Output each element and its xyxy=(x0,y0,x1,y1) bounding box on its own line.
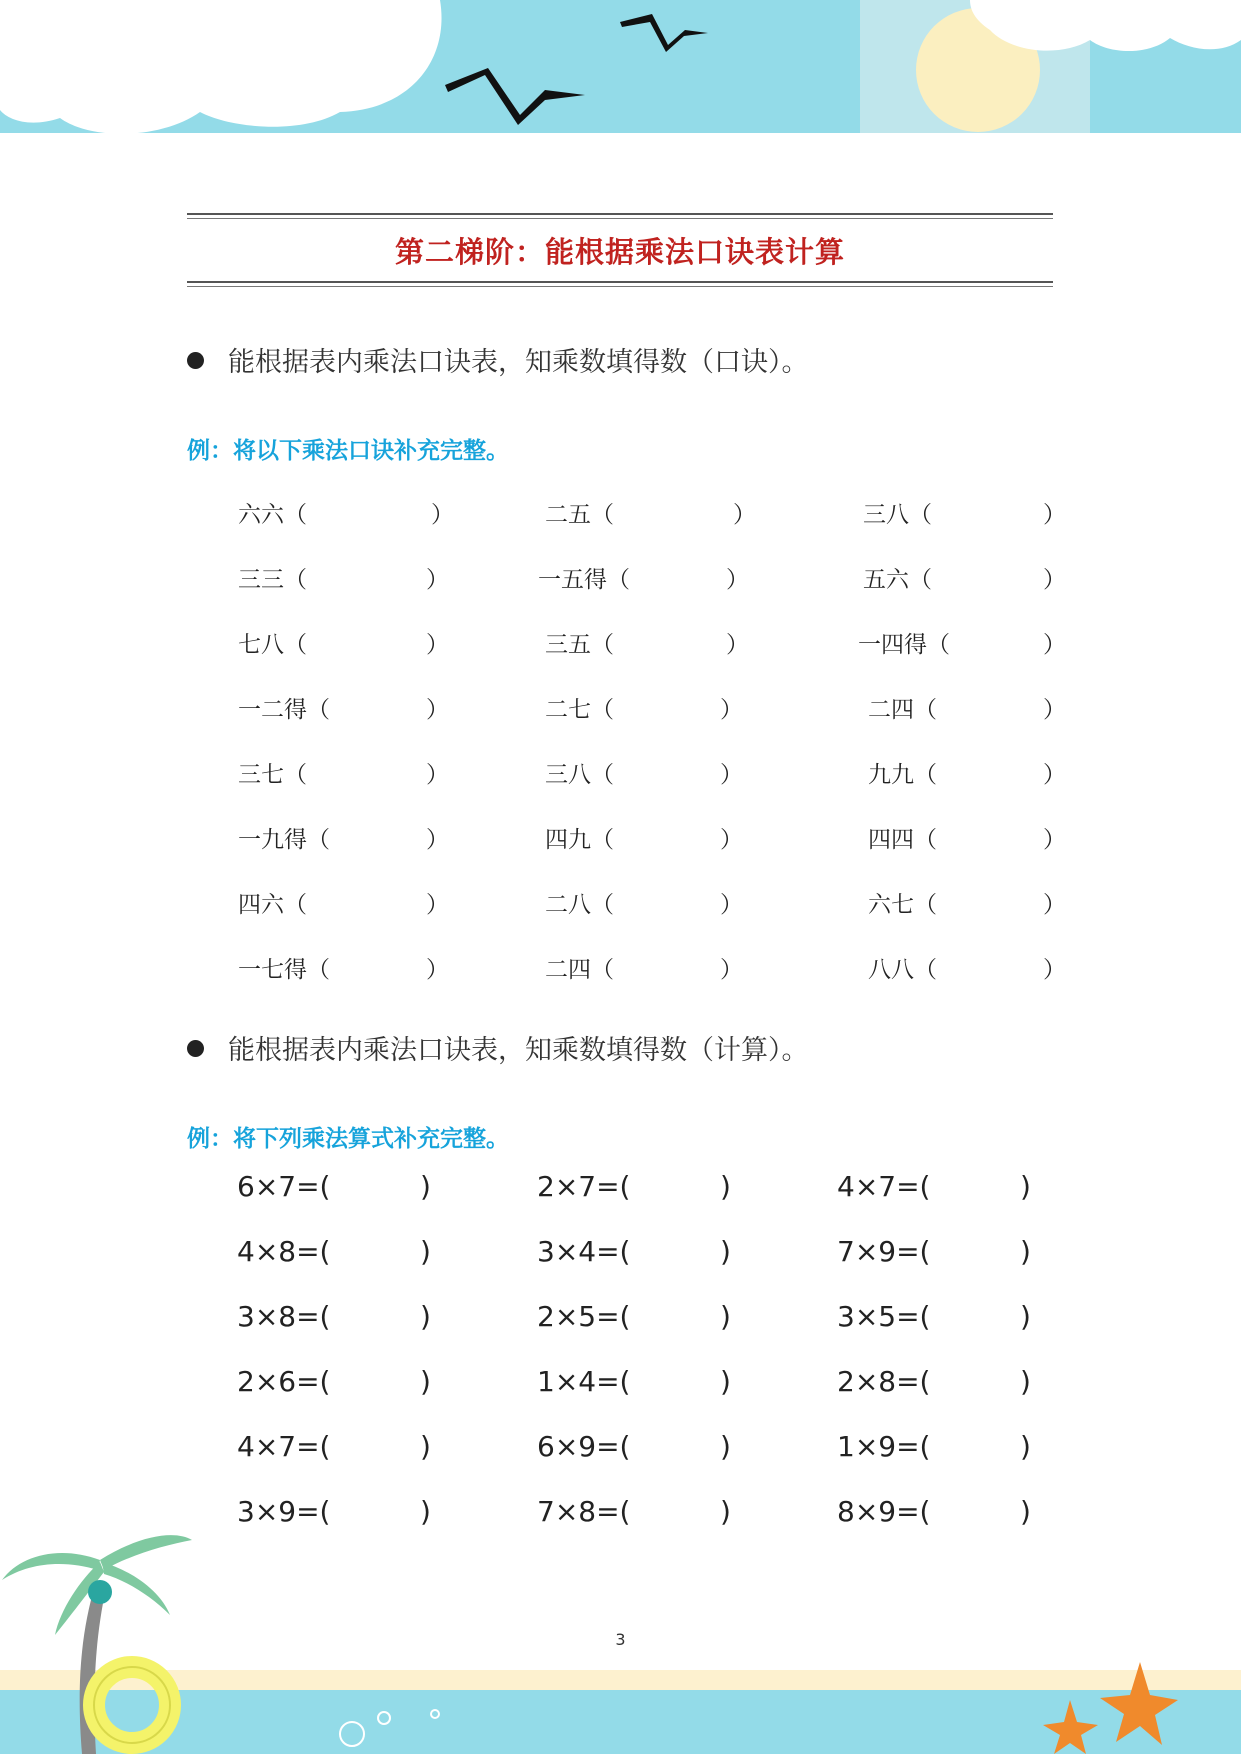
palm-leaf xyxy=(2,1553,100,1580)
mnemonic-item: 二五（ ） xyxy=(545,502,756,528)
mnemonic-item: 三七（ ） xyxy=(238,762,449,788)
coconut xyxy=(88,1580,112,1604)
mnemonic-item: 七八（ ） xyxy=(238,632,449,658)
section1-instruction-text: 能根据表内乘法口诀表，知乘数填得数（口诀）。 xyxy=(228,347,809,378)
equation-item: 6×9=( ) xyxy=(537,1430,731,1463)
equation-item: 2×7=( ) xyxy=(537,1170,731,1203)
equation-item: 4×7=( ) xyxy=(837,1170,1031,1203)
mnemonic-item: 一七得（ ） xyxy=(238,957,449,983)
mnemonic-item: 三三（ ） xyxy=(238,567,449,593)
sky-banner-illustration xyxy=(0,0,1241,140)
title-rule-bottom-2 xyxy=(187,286,1053,287)
mnemonic-item: 六七（ ） xyxy=(868,892,1066,918)
equation-item: 2×6=( ) xyxy=(237,1365,431,1398)
equation-item: 4×8=( ) xyxy=(237,1235,431,1268)
title-rule-top-2 xyxy=(187,218,1053,219)
mnemonic-item: 六六（ ） xyxy=(238,502,454,528)
mnemonic-item: 二四（ ） xyxy=(868,697,1066,723)
section2-example-label: 例：将下列乘法算式补充完整。 xyxy=(187,1126,509,1152)
title-rule-bottom xyxy=(187,281,1053,283)
mnemonic-item: 三八（ ） xyxy=(545,762,743,788)
equation-item: 6×7=( ) xyxy=(237,1170,431,1203)
section1-instruction xyxy=(187,340,809,379)
equation-item: 8×9=( ) xyxy=(837,1495,1031,1528)
equation-item: 7×9=( ) xyxy=(837,1235,1031,1268)
title-rule-top xyxy=(187,213,1053,215)
mnemonic-item: 四四（ ） xyxy=(868,827,1066,853)
mnemonic-item: 一五得（ ） xyxy=(538,567,749,593)
equation-item: 7×8=( ) xyxy=(537,1495,731,1528)
bullet-icon xyxy=(187,1040,204,1057)
cloud-right xyxy=(970,0,1241,51)
equation-item: 3×9=( ) xyxy=(237,1495,431,1528)
section2-instruction-text: 能根据表内乘法口诀表，知乘数填得数（计算）。 xyxy=(228,1035,809,1066)
mnemonic-item: 四九（ ） xyxy=(545,827,743,853)
equation-item: 2×8=( ) xyxy=(837,1365,1031,1398)
page-number: 3 xyxy=(615,1630,626,1649)
equation-item: 1×4=( ) xyxy=(537,1365,731,1398)
equation-item: 4×7=( ) xyxy=(237,1430,431,1463)
mnemonic-item: 二四（ ） xyxy=(545,957,743,983)
mnemonic-item: 三八（ ） xyxy=(863,502,1066,528)
equation-item: 3×4=( ) xyxy=(537,1235,731,1268)
equation-item: 3×8=( ) xyxy=(237,1300,431,1333)
mnemonic-item: 二八（ ） xyxy=(545,892,743,918)
mnemonic-item: 三五（ ） xyxy=(545,632,749,658)
mnemonic-item: 二七（ ） xyxy=(545,697,743,723)
section1-example-label: 例：将以下乘法口诀补充完整。 xyxy=(187,438,509,464)
mnemonic-item: 八八（ ） xyxy=(868,957,1066,983)
beach-banner-illustration xyxy=(0,1500,1241,1754)
mnemonic-item: 一二得（ ） xyxy=(238,697,449,723)
mnemonic-item: 一九得（ ） xyxy=(238,827,449,853)
equation-item: 2×5=( ) xyxy=(537,1300,731,1333)
page-title: 第二梯阶：能根据乘法口诀表计算 xyxy=(394,235,845,269)
equation-item: 1×9=( ) xyxy=(837,1430,1031,1463)
palm-leaf xyxy=(102,1562,170,1615)
bullet-icon xyxy=(187,352,204,369)
mnemonic-item: 一四得（ ） xyxy=(858,632,1066,658)
palm-leaf xyxy=(100,1535,192,1570)
mnemonic-item: 五六（ ） xyxy=(863,567,1066,593)
mnemonic-item: 四六（ ） xyxy=(238,892,449,918)
equation-item: 3×5=( ) xyxy=(837,1300,1031,1333)
section2-instruction xyxy=(187,1028,809,1067)
mnemonic-item: 九九（ ） xyxy=(868,762,1066,788)
